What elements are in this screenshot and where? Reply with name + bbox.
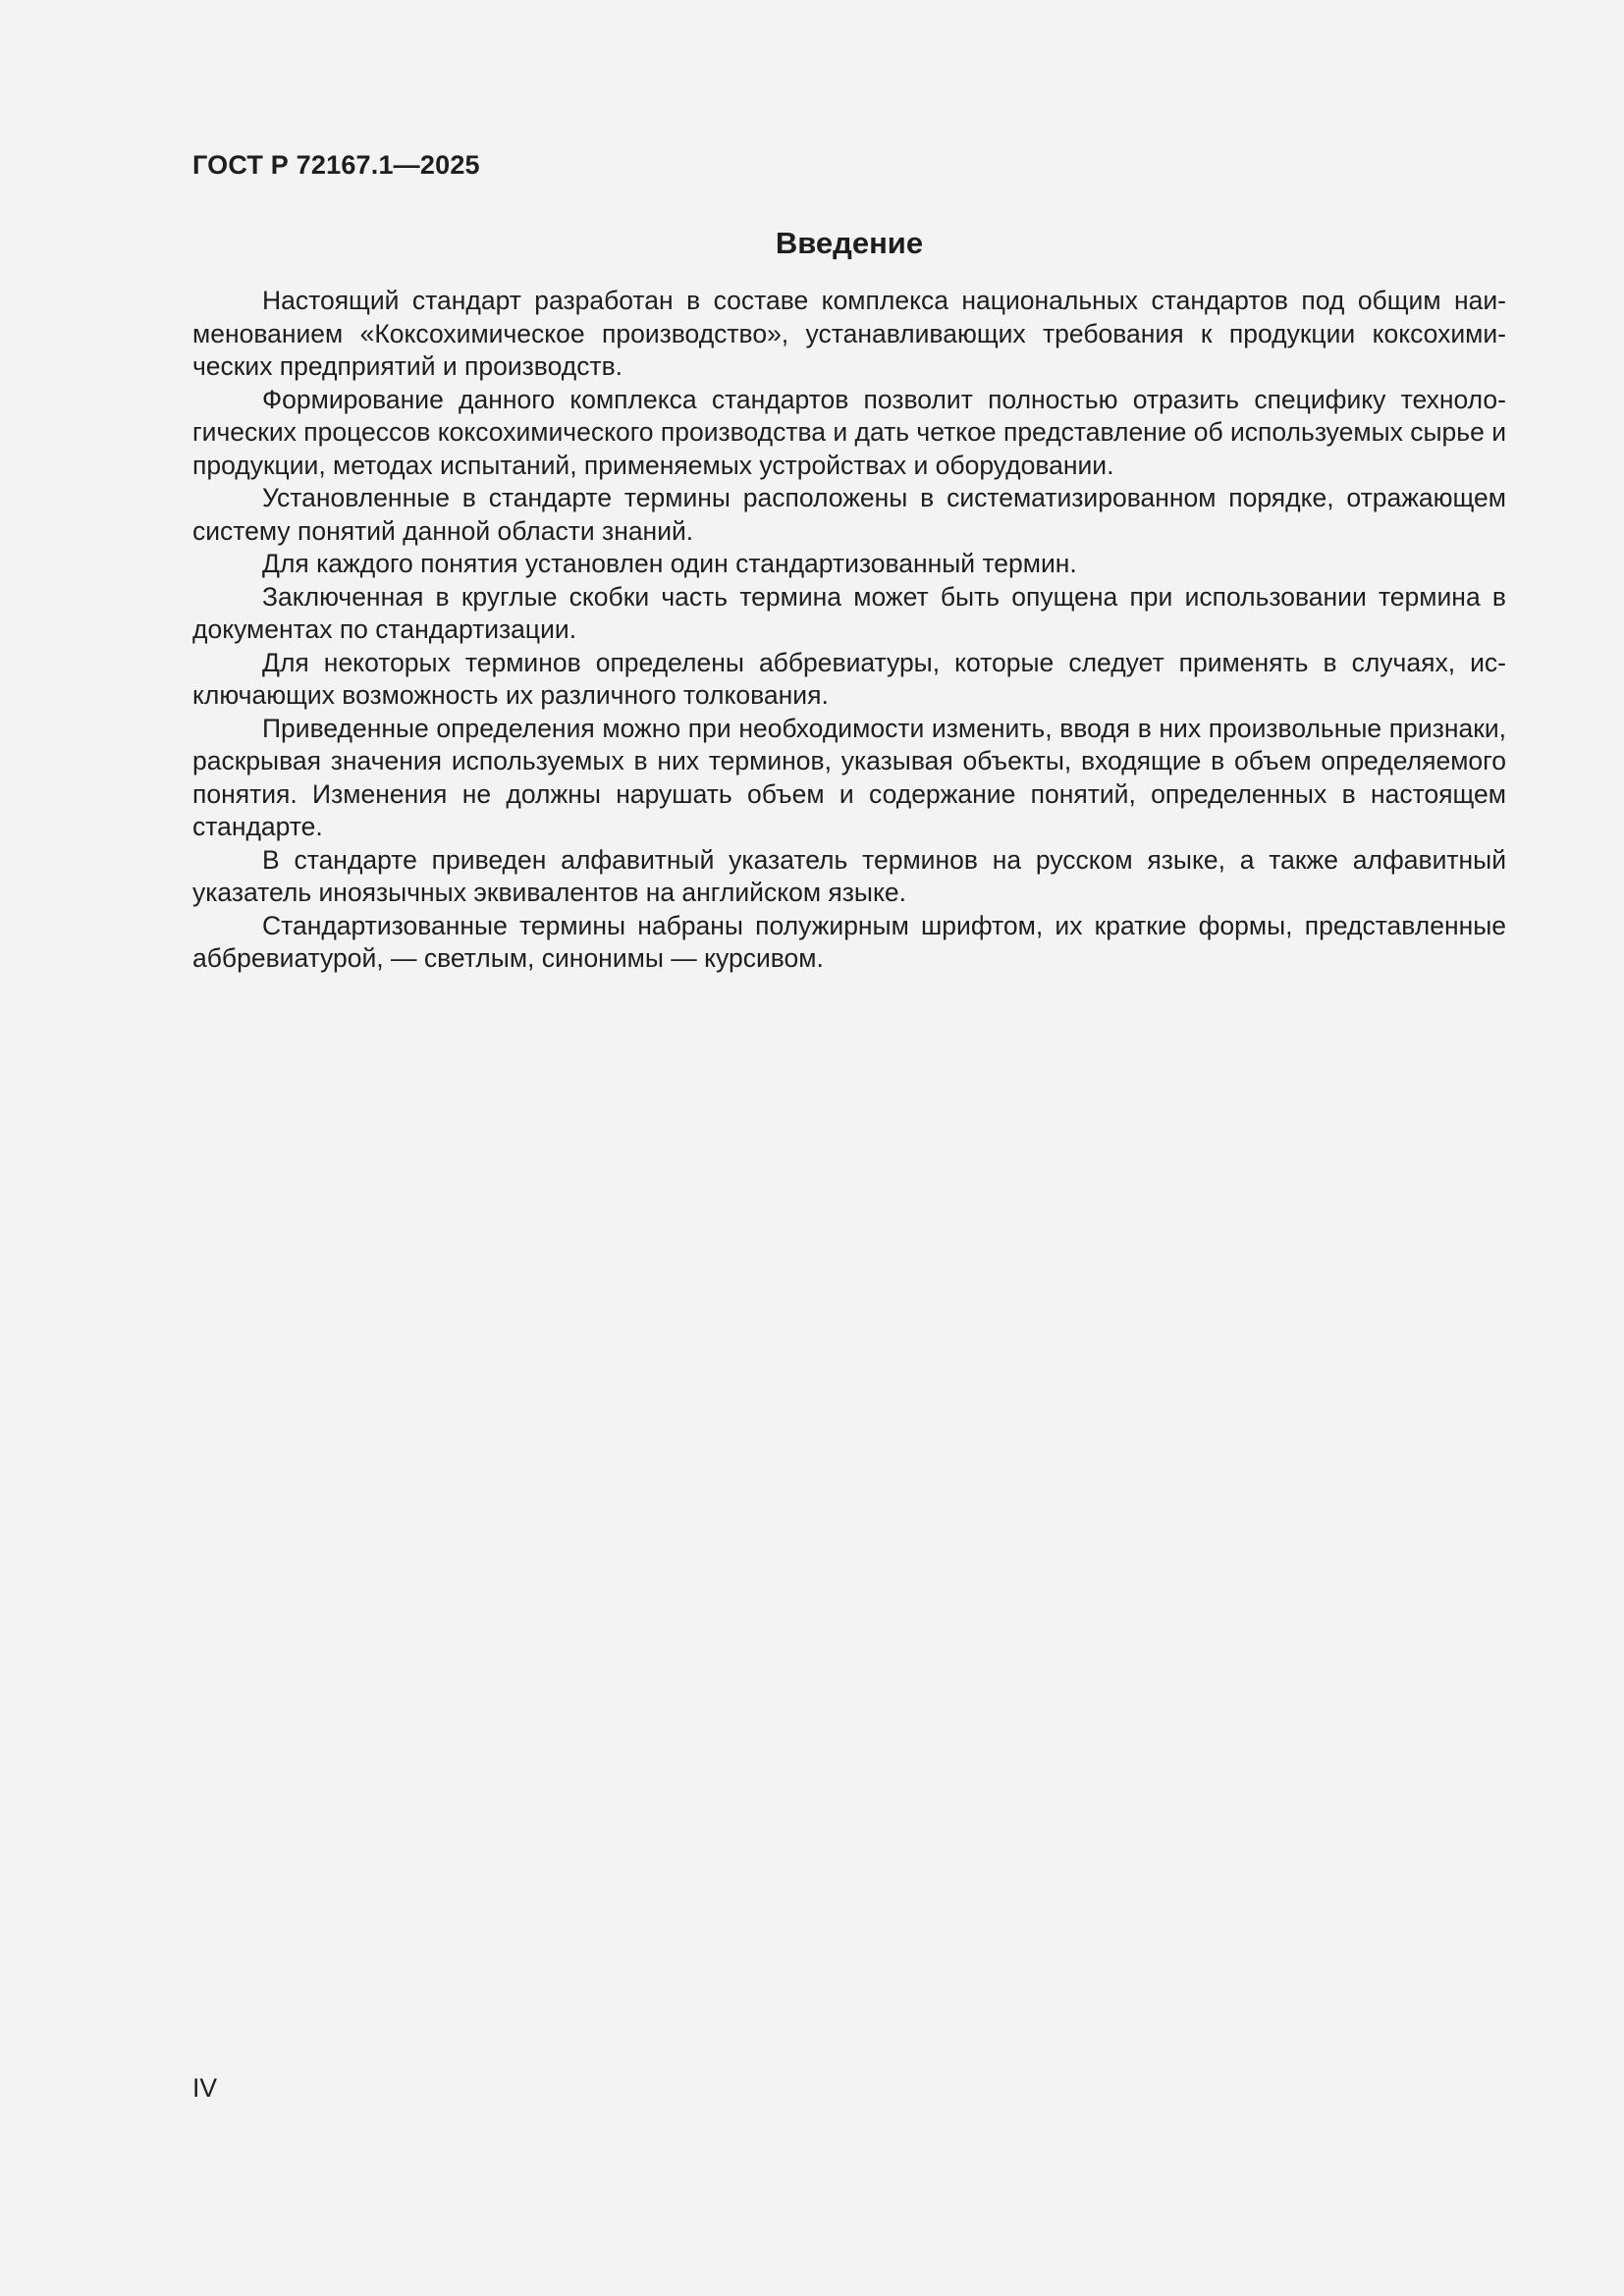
paragraph: Для некоторых терминов определены аббревиатуры, которые следует применять в случаях, исключающих возможность их различного толкования.: [192, 647, 1506, 710]
paragraph: Установленные в стандарте термины расположены в систематизированном порядке, отражающем систему понятий данной области знаний.: [192, 483, 1506, 546]
paragraph: Настоящий стандарт разработан в составе комплекса национальных стандартов под общим наименованием «Коксохимическое производство», устанавливающих требования к продукции коксохимических предприятий и производств.: [192, 286, 1506, 381]
paragraph: Для каждого понятия установлен один стандартизованный термин.: [262, 549, 1077, 578]
document-code: ГОСТ Р 72167.1—2025: [192, 150, 480, 180]
page-number: IV: [192, 2073, 218, 2103]
paragraph: Приведенные определения можно при необходимости изменить, вводя в них произвольные признаки, раскрывая значения используемых в них терминов, указывая объекты, входящие в объем определяемого понятия. Изменения не должны нарушать объем и содержание понятий, определенных в настоящем стандарте.: [192, 713, 1506, 841]
paragraph: Заключенная в круглые скобки часть термина может быть опущена при использовании термина в документах по стандартизации.: [192, 581, 1506, 644]
paragraph: Формирование данного комплекса стандартов позволит полностью отразить специфику технологических процессов коксохимического производства и дать четкое представление об используемых сырье и продукции, методах испытаний, применяемых устройствах и оборудовании.: [192, 384, 1506, 480]
introduction-body: [192, 285, 1506, 976]
paragraph: В стандарте приведен алфавитный указатель терминов на русском языке, а также алфавитный указатель иноязычных эквивалентов на английском языке.: [192, 844, 1506, 907]
paragraph: Стандартизованные термины набраны полужирным шрифтом, их краткие формы, представленные аббревиатурой, — светлым, синонимы — курсивом.: [192, 910, 1506, 973]
section-title: Введение: [775, 226, 924, 260]
